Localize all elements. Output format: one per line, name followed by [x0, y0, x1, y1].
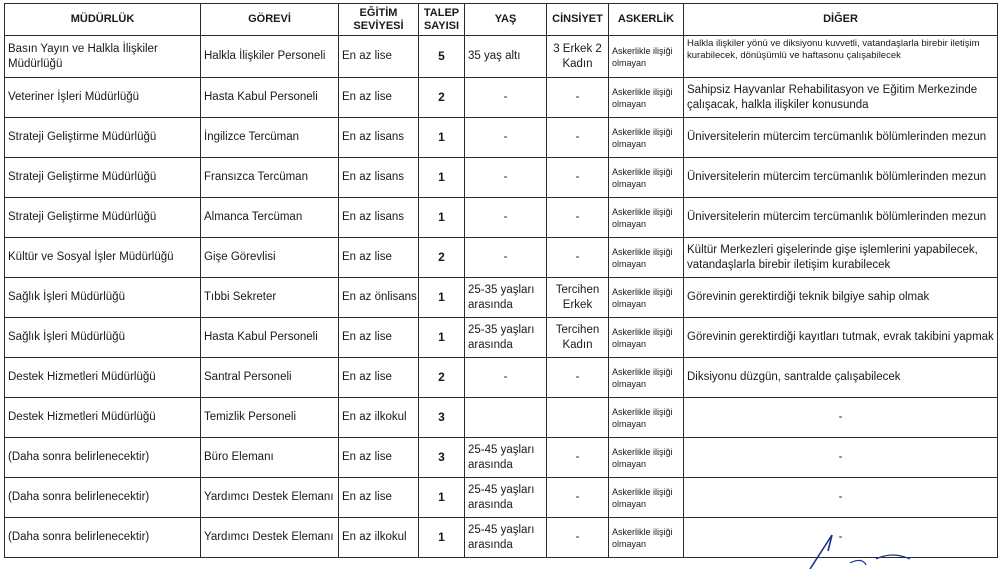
cell-cinsiyet: Tercihen Kadın — [547, 318, 609, 358]
job-requirements-table — [4, 3, 998, 558]
table-row — [5, 518, 998, 558]
header-diger: DİĞER — [684, 4, 998, 36]
cell-askerlik: Askerlikle ilişiği olmayan — [609, 78, 684, 118]
cell-mudurluk: Veteriner İşleri Müdürlüğü — [5, 78, 201, 118]
cell-askerlik: Askerlikle ilişiği olmayan — [609, 318, 684, 358]
cell-gorevi: Halkla İlişkiler Personeli — [201, 36, 339, 78]
cell-egitim: En az lise — [339, 36, 419, 78]
cell-cinsiyet: - — [547, 518, 609, 558]
cell-egitim: En az ilkokul — [339, 518, 419, 558]
cell-egitim: En az lise — [339, 78, 419, 118]
cell-cinsiyet: - — [547, 478, 609, 518]
cell-egitim: En az lisans — [339, 198, 419, 238]
cell-egitim: En az önlisans — [339, 278, 419, 318]
cell-cinsiyet — [547, 398, 609, 438]
cell-talep: 1 — [419, 198, 465, 238]
cell-diger: - — [684, 518, 998, 558]
header-egitim — [339, 4, 419, 36]
cell-yas: - — [465, 198, 547, 238]
cell-egitim: En az lise — [339, 318, 419, 358]
cell-mudurluk: Destek Hizmetleri Müdürlüğü — [5, 398, 201, 438]
cell-egitim: En az lise — [339, 438, 419, 478]
cell-gorevi: Almanca Tercüman — [201, 198, 339, 238]
cell-cinsiyet: Tercihen Erkek — [547, 278, 609, 318]
cell-askerlik: Askerlikle ilişiği olmayan — [609, 36, 684, 78]
cell-mudurluk: Kültür ve Sosyal İşler Müdürlüğü — [5, 238, 201, 278]
table-row — [5, 36, 998, 78]
cell-mudurluk: Strateji Geliştirme Müdürlüğü — [5, 118, 201, 158]
cell-yas: - — [465, 78, 547, 118]
table-row — [5, 318, 998, 358]
header-egitim-line2: SEVİYESİ — [353, 19, 404, 32]
cell-mudurluk: (Daha sonra belirlenecektir) — [5, 478, 201, 518]
cell-askerlik: Askerlikle ilişiği olmayan — [609, 478, 684, 518]
cell-talep: 3 — [419, 398, 465, 438]
cell-talep: 1 — [419, 118, 465, 158]
cell-yas: 25-45 yaşları arasında — [465, 438, 547, 478]
cell-askerlik: Askerlikle ilişiği olmayan — [609, 518, 684, 558]
cell-askerlik: Askerlikle ilişiği olmayan — [609, 118, 684, 158]
cell-diger: Üniversitelerin mütercim tercümanlık bölümlerinden mezun — [684, 198, 998, 238]
cell-cinsiyet: - — [547, 158, 609, 198]
cell-diger: Halkla ilişkiler yönü ve diksiyonu kuvvetli, vatandaşlarla birebir iletişim kurabilecek, dönüşümlü ve haftasonu çalışabilecek — [684, 36, 998, 78]
header-gorevi: GÖREVİ — [201, 4, 339, 36]
cell-mudurluk: Strateji Geliştirme Müdürlüğü — [5, 198, 201, 238]
cell-cinsiyet: - — [547, 238, 609, 278]
cell-yas: 35 yaş altı — [465, 36, 547, 78]
cell-askerlik: Askerlikle ilişiği olmayan — [609, 158, 684, 198]
cell-askerlik: Askerlikle ilişiği olmayan — [609, 198, 684, 238]
table-row — [5, 158, 998, 198]
cell-gorevi: Temizlik Personeli — [201, 398, 339, 438]
cell-cinsiyet: - — [547, 118, 609, 158]
table-row — [5, 398, 998, 438]
cell-talep: 1 — [419, 478, 465, 518]
header-egitim-line1: EĞİTİM — [359, 6, 398, 19]
cell-talep: 1 — [419, 158, 465, 198]
cell-gorevi: Büro Elemanı — [201, 438, 339, 478]
cell-yas: 25-35 yaşları arasında — [465, 278, 547, 318]
cell-diger: - — [684, 398, 998, 438]
header-row — [5, 4, 998, 36]
cell-gorevi: Hasta Kabul Personeli — [201, 318, 339, 358]
cell-egitim: En az lise — [339, 478, 419, 518]
cell-mudurluk: Strateji Geliştirme Müdürlüğü — [5, 158, 201, 198]
cell-diger: Sahipsiz Hayvanlar Rehabilitasyon ve Eğitim Merkezinde çalışacak, halkla ilişkiler konusunda — [684, 78, 998, 118]
cell-askerlik: Askerlikle ilişiği olmayan — [609, 238, 684, 278]
cell-egitim: En az lisans — [339, 118, 419, 158]
cell-gorevi: Hasta Kabul Personeli — [201, 78, 339, 118]
cell-egitim: En az ilkokul — [339, 398, 419, 438]
cell-diger: Diksiyonu düzgün, santralde çalışabilecek — [684, 358, 998, 398]
table-row — [5, 438, 998, 478]
cell-talep: 1 — [419, 318, 465, 358]
cell-cinsiyet: - — [547, 78, 609, 118]
table-row — [5, 478, 998, 518]
cell-askerlik: Askerlikle ilişiği olmayan — [609, 398, 684, 438]
cell-mudurluk: (Daha sonra belirlenecektir) — [5, 438, 201, 478]
cell-cinsiyet: - — [547, 358, 609, 398]
cell-egitim: En az lisans — [339, 158, 419, 198]
header-askerlik: ASKERLİK — [609, 4, 684, 36]
header-talep-line1: TALEP — [423, 6, 460, 19]
cell-talep: 3 — [419, 438, 465, 478]
cell-gorevi: Yardımcı Destek Elemanı — [201, 518, 339, 558]
cell-talep: 5 — [419, 36, 465, 78]
cell-gorevi: Tıbbi Sekreter — [201, 278, 339, 318]
cell-diger: - — [684, 438, 998, 478]
cell-mudurluk: Sağlık İşleri Müdürlüğü — [5, 278, 201, 318]
cell-mudurluk: (Daha sonra belirlenecektir) — [5, 518, 201, 558]
cell-gorevi: Gişe Görevlisi — [201, 238, 339, 278]
cell-diger: - — [684, 478, 998, 518]
header-talep-line2: SAYISI — [423, 19, 460, 32]
cell-diger: Görevinin gerektirdiği teknik bilgiye sahip olmak — [684, 278, 998, 318]
cell-yas: - — [465, 238, 547, 278]
table-row — [5, 198, 998, 238]
cell-talep: 2 — [419, 78, 465, 118]
cell-askerlik: Askerlikle ilişiği olmayan — [609, 278, 684, 318]
cell-diger: Kültür Merkezleri gişelerinde gişe işlemlerini yapabilecek, vatandaşlarla birebir iletişim kurabilecek — [684, 238, 998, 278]
cell-yas: - — [465, 158, 547, 198]
cell-yas: - — [465, 358, 547, 398]
cell-talep: 2 — [419, 238, 465, 278]
table-row — [5, 278, 998, 318]
cell-yas: 25-35 yaşları arasında — [465, 318, 547, 358]
header-talep — [419, 4, 465, 36]
cell-mudurluk: Basın Yayın ve Halkla İlişkiler Müdürlüğü — [5, 36, 201, 78]
cell-cinsiyet: - — [547, 198, 609, 238]
table-row — [5, 78, 998, 118]
cell-askerlik: Askerlikle ilişiği olmayan — [609, 358, 684, 398]
cell-gorevi: İngilizce Tercüman — [201, 118, 339, 158]
cell-egitim: En az lise — [339, 238, 419, 278]
cell-askerlik: Askerlikle ilişiği olmayan — [609, 438, 684, 478]
table-row — [5, 358, 998, 398]
header-cinsiyet: CİNSİYET — [547, 4, 609, 36]
cell-yas: 25-45 yaşları arasında — [465, 518, 547, 558]
cell-diger: Görevinin gerektirdiği kayıtları tutmak, evrak takibini yapmak — [684, 318, 998, 358]
cell-talep: 1 — [419, 278, 465, 318]
cell-yas: - — [465, 118, 547, 158]
table-row — [5, 118, 998, 158]
table-row — [5, 238, 998, 278]
cell-gorevi: Yardımcı Destek Elemanı — [201, 478, 339, 518]
cell-diger: Üniversitelerin mütercim tercümanlık bölümlerinden mezun — [684, 118, 998, 158]
cell-talep: 1 — [419, 518, 465, 558]
cell-cinsiyet: 3 Erkek 2 Kadın — [547, 36, 609, 78]
cell-mudurluk: Destek Hizmetleri Müdürlüğü — [5, 358, 201, 398]
header-mudurluk: MÜDÜRLÜK — [5, 4, 201, 36]
cell-diger: Üniversitelerin mütercim tercümanlık bölümlerinden mezun — [684, 158, 998, 198]
cell-yas — [465, 398, 547, 438]
cell-gorevi: Fransızca Tercüman — [201, 158, 339, 198]
cell-gorevi: Santral Personeli — [201, 358, 339, 398]
cell-yas: 25-45 yaşları arasında — [465, 478, 547, 518]
cell-talep: 2 — [419, 358, 465, 398]
cell-egitim: En az lise — [339, 358, 419, 398]
header-yas: YAŞ — [465, 4, 547, 36]
cell-mudurluk: Sağlık İşleri Müdürlüğü — [5, 318, 201, 358]
cell-cinsiyet: - — [547, 438, 609, 478]
